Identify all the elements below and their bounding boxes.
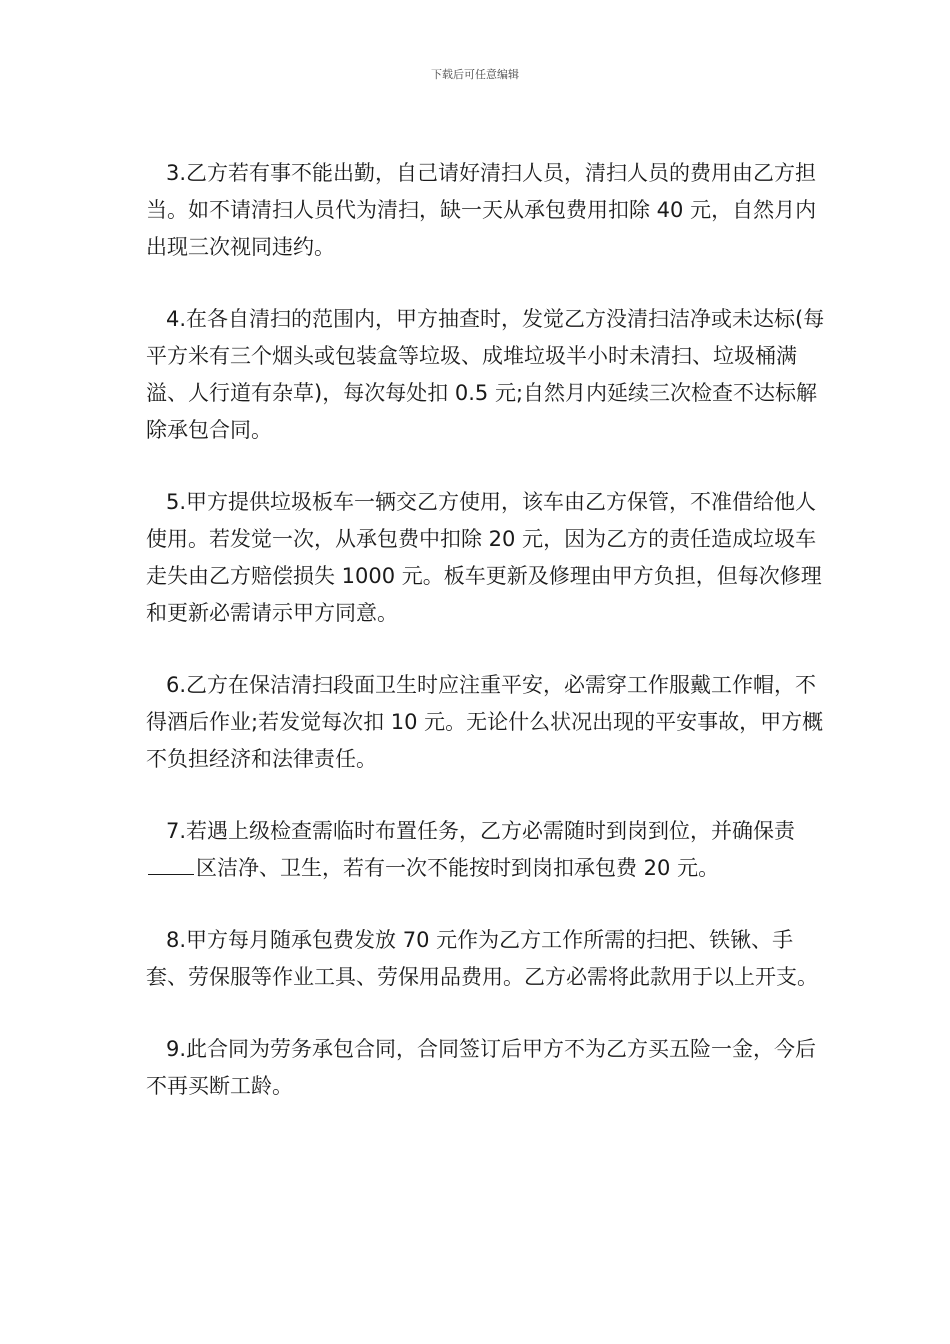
clause-9: 9.此合同为劳务承包合同，合同签订后甲方不为乙方买五险一金，今后不再买断工龄。 [146,1037,817,1098]
clause-4: 4.在各自清扫的范围内，甲方抽查时，发觉乙方没清扫洁净或未达标(每平方米有三个烟头或包装盒等垃圾、成堆垃圾半小时未清扫、垃圾桶满溢、人行道有杂草)，每次每处扣 0.5 元;自然月内延续三次检查不达标解除承包合同。 [146,307,825,442]
clause-7-text-after: 区洁净、卫生，若有一次不能按时到岗扣承包费 20 元。 [196,856,720,880]
clause-8: 8.甲方每月随承包费发放 70 元作为乙方工作所需的扫把、铁锹、手套、劳保服等作业工具、劳保用品费用。乙方必需将此款用于以上开支。 [146,928,818,989]
clause-3: 3.乙方若有事不能出勤，自己请好清扫人员，清扫人员的费用由乙方担当。如不请清扫人员代为清扫，缺一天从承包费用扣除 40 元，自然月内出现三次视同违约。 [146,161,817,259]
clause-7-text-before: 7.若遇上级检查需临时布置任务，乙方必需随时到岗到位，并确保责 [166,819,796,843]
document-body [146,155,826,1140]
clause-7 [146,813,826,887]
page-header: 下载后可任意编辑 [431,68,519,81]
fill-in-blank [148,856,194,875]
clause-5: 5.甲方提供垃圾板车一辆交乙方使用，该车由乙方保管，不准借给他人使用。若发觉一次，从承包费中扣除 20 元，因为乙方的责任造成垃圾车走失由乙方赔偿损失 1000 元。板车更新及修理由甲方负担，但每次修理和更新必需请示甲方同意。 [146,490,822,625]
clause-6: 6.乙方在保洁清扫段面卫生时应注重平安，必需穿工作服戴工作帽，不得酒后作业;若发觉每次扣 10 元。无论什么状况出现的平安事故，甲方概不负担经济和法律责任。 [146,673,824,771]
